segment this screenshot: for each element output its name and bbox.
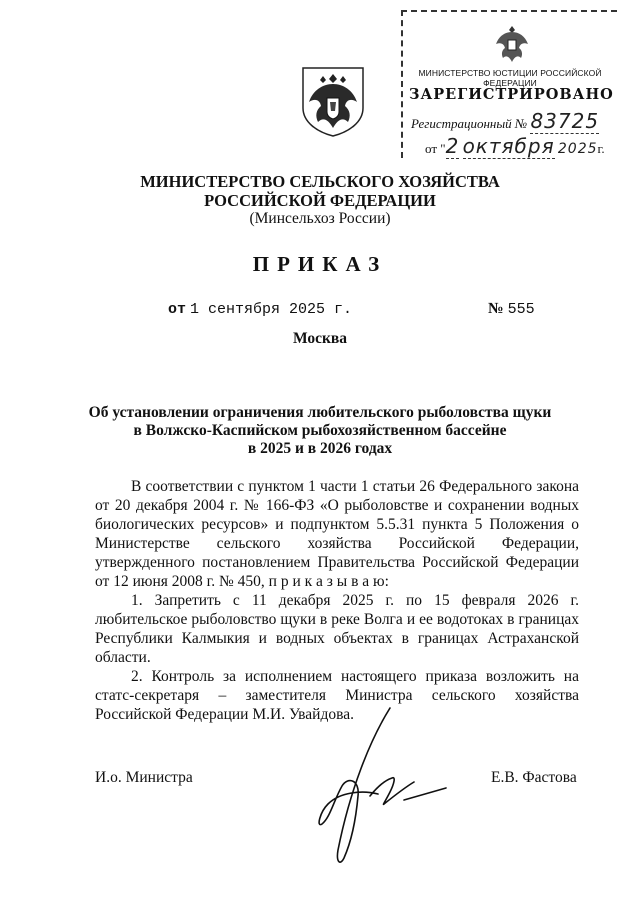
ministry-name-line2: РОССИЙСКОЙ ФЕДЕРАЦИИ: [204, 191, 436, 210]
order-body: [95, 477, 579, 724]
stamp-eagle-emblem: [493, 22, 531, 66]
order-number-value: 555: [507, 301, 535, 318]
document-type-title: ПРИКАЗ: [252, 252, 388, 276]
stamp-ministry-name: МИНИСТЕРСТВО ЮСТИЦИИ РОССИЙСКОЙ ФЕДЕРАЦИИ: [418, 68, 602, 88]
signatory-name: Е.В. Фастова: [491, 769, 577, 786]
stamp-date-prefix: от ": [425, 141, 446, 156]
ministry-name-line1: МИНИСТЕРСТВО СЕЛЬСКОГО ХОЗЯЙСТВА: [140, 172, 500, 191]
ministry-short-name: (Минсельхоз России): [249, 210, 391, 227]
handwritten-signature: [300, 700, 450, 880]
stamp-date-line: [425, 134, 605, 158]
order-number-prefix: №: [488, 300, 504, 317]
subject-line2: в Волжско-Каспийском рыбохозяйственном бассейне: [133, 422, 507, 439]
preamble-text: В соответствии с пунктом 1 части 1 статьи 26 Федерального закона от 20 декабря 2004 г. № 166-ФЗ «О рыболовстве и сохранении водных биологических ресурсов» и подпунктом 5.5.31 пункта 5 Положения о Министерстве сельского хозяйства Российской Федерации, утвержденного постановлением Правительства Российской Федерации от 12 июня 2008 г. № 450,: [95, 478, 579, 590]
subject-line1: Об установлении ограничения любительского рыболовства щуки: [88, 404, 552, 421]
state-emblem: [299, 64, 367, 138]
stamp-date-month: октября: [462, 134, 555, 158]
item-2-paragraph: 2. Контроль за исполнением настоящего приказа возложить на статс-секретаря – заместителя Министра сельского хозяйства Российской Федерации М.И. Увайдова.: [95, 668, 579, 723]
order-city: Москва: [292, 330, 348, 347]
signatory-position: И.о. Министра: [95, 769, 193, 786]
prikazyvayu-text: п р и к а з ы в а ю:: [268, 573, 389, 590]
stamp-registration-line: [411, 109, 599, 133]
stamp-reg-label: Регистрационный №: [411, 116, 528, 131]
stamp-registered-label: ЗАРЕГИСТРИРОВАНО: [409, 86, 614, 103]
item-1-paragraph: 1. Запретить с 11 декабря 2025 г. по 15 февраля 2026 г. любительское рыболовство щуки в реке Волга и ее водотоках в границах Республики Калмыкия и водных объектах в границах Астраханской области.: [95, 592, 579, 666]
stamp-date-day: 2: [445, 134, 460, 158]
stamp-date-suffix: г.: [597, 141, 605, 156]
order-number: [488, 300, 535, 318]
order-date-value: 1 сентября 2025 г.: [190, 301, 353, 318]
stamp-reg-number: 83725: [530, 109, 600, 133]
order-date: [168, 300, 352, 318]
preamble-paragraph: [95, 477, 579, 591]
stamp-date-year: 2025: [557, 141, 598, 157]
subject-line3: в 2025 и в 2026 годах: [247, 440, 393, 457]
order-date-prefix: от: [168, 301, 187, 318]
